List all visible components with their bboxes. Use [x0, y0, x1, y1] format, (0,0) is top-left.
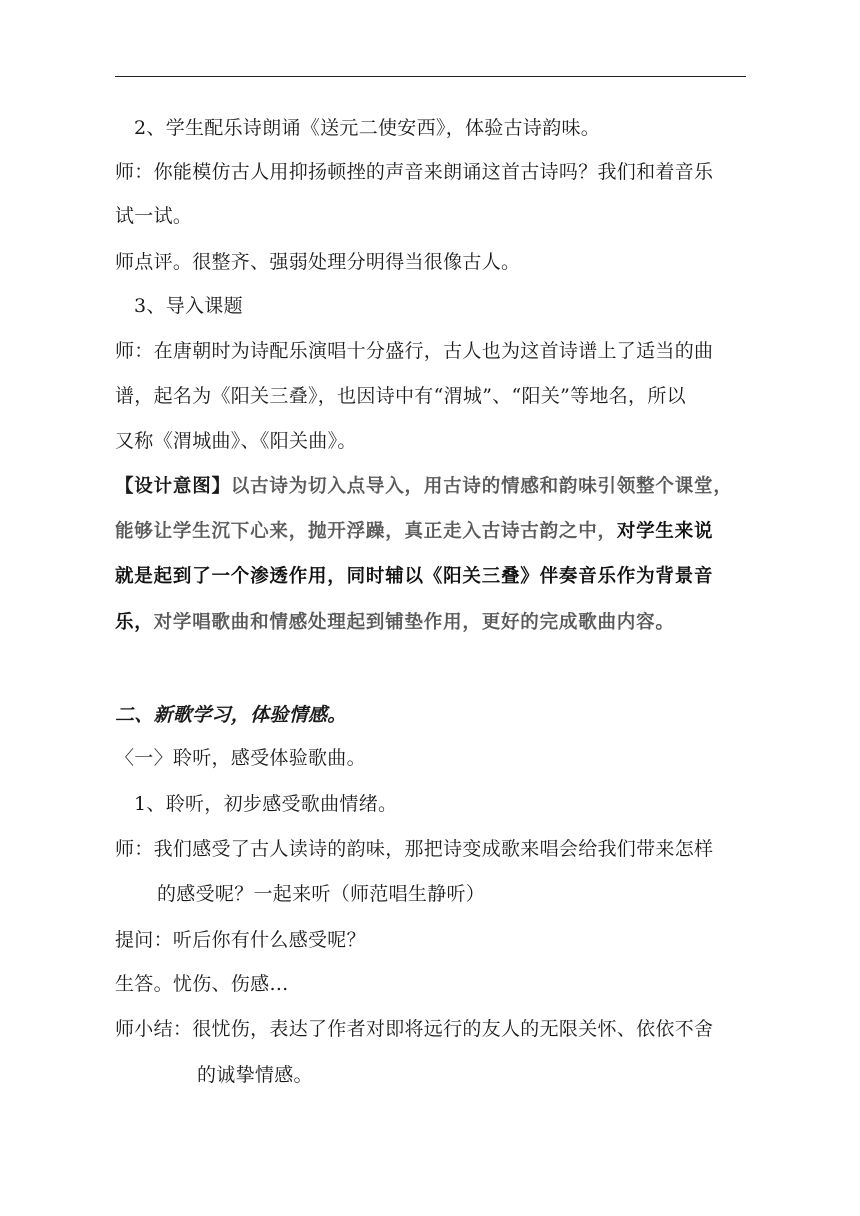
design-intent-text2a: 能够让学生沉下心来，抛开浮躁，真正走入古诗古韵之中，	[115, 521, 617, 542]
paragraph-tang-line3: 又称《渭城曲》、《阳关曲》。	[115, 430, 357, 452]
paragraph-teacher-question-line2: 试一试。	[115, 205, 193, 227]
paragraph-intro-topic: 3、导入课题	[134, 295, 243, 317]
design-intent-tag: 【设计意图】	[115, 476, 231, 497]
paragraph-summary-line1: 师小结：很忧伤，表达了作者对即将远行的友人的无限关怀、依依不舍	[115, 1018, 714, 1040]
subsection-first-listen: 1、聆听，初步感受歌曲情绪。	[134, 793, 398, 815]
section-heading-new-song: 二、新歌学习，体验情感。	[115, 704, 347, 726]
design-intent-text1: 以古诗为切入点导入，用古诗的情感和韵味引领整个课堂，	[230, 476, 733, 497]
paragraph-summary-line2: 的诚挚情感。	[197, 1064, 313, 1086]
design-intent-line4	[115, 610, 755, 636]
subsection-listen: 〈一〉聆听，感受体验歌曲。	[115, 747, 366, 769]
design-intent-line2	[115, 519, 755, 545]
design-intent-line1	[115, 474, 755, 500]
paragraph-teacher-song-line2: 的感受呢？一起来听（师范唱生静听）	[157, 883, 486, 905]
paragraph-tang-line2: 谱，起名为《阳关三叠》，也因诗中有“渭城”、“阳关”等地名，所以	[115, 385, 686, 407]
design-intent-line3: 就是起到了一个渗透作用，同时辅以《阳关三叠》伴奏音乐作为背景音	[115, 566, 714, 587]
paragraph-tang-line1: 师：在唐朝时为诗配乐演唱十分盛行，古人也为这首诗谱上了适当的曲	[115, 340, 714, 362]
paragraph-teacher-question-line1: 师：你能模仿古人用抑扬顿挫的声音来朗诵这首古诗吗？我们和着音乐	[115, 161, 714, 183]
header-rule	[115, 76, 746, 77]
paragraph-recitation: 2、学生配乐诗朗诵《送元二使安西》，体验古诗韵味。	[134, 117, 601, 139]
design-intent-text4a: 乐，	[115, 612, 154, 633]
paragraph-question: 提问：听后你有什么感受呢？	[115, 929, 366, 951]
paragraph-teacher-song-line1: 师：我们感受了古人读诗的韵味，那把诗变成歌来唱会给我们带来怎样	[115, 838, 714, 860]
design-intent-text2b: 对学生来说	[616, 521, 714, 542]
paragraph-teacher-comment: 师点评。很整齐、强弱处理分明得当很像古人。	[115, 251, 521, 273]
paragraph-student-answer: 生答。忧伤、伤感…	[115, 973, 289, 995]
design-intent-text4b: 对学唱歌曲和情感处理起到铺垫作用，更好的完成歌曲内容。	[153, 612, 675, 633]
